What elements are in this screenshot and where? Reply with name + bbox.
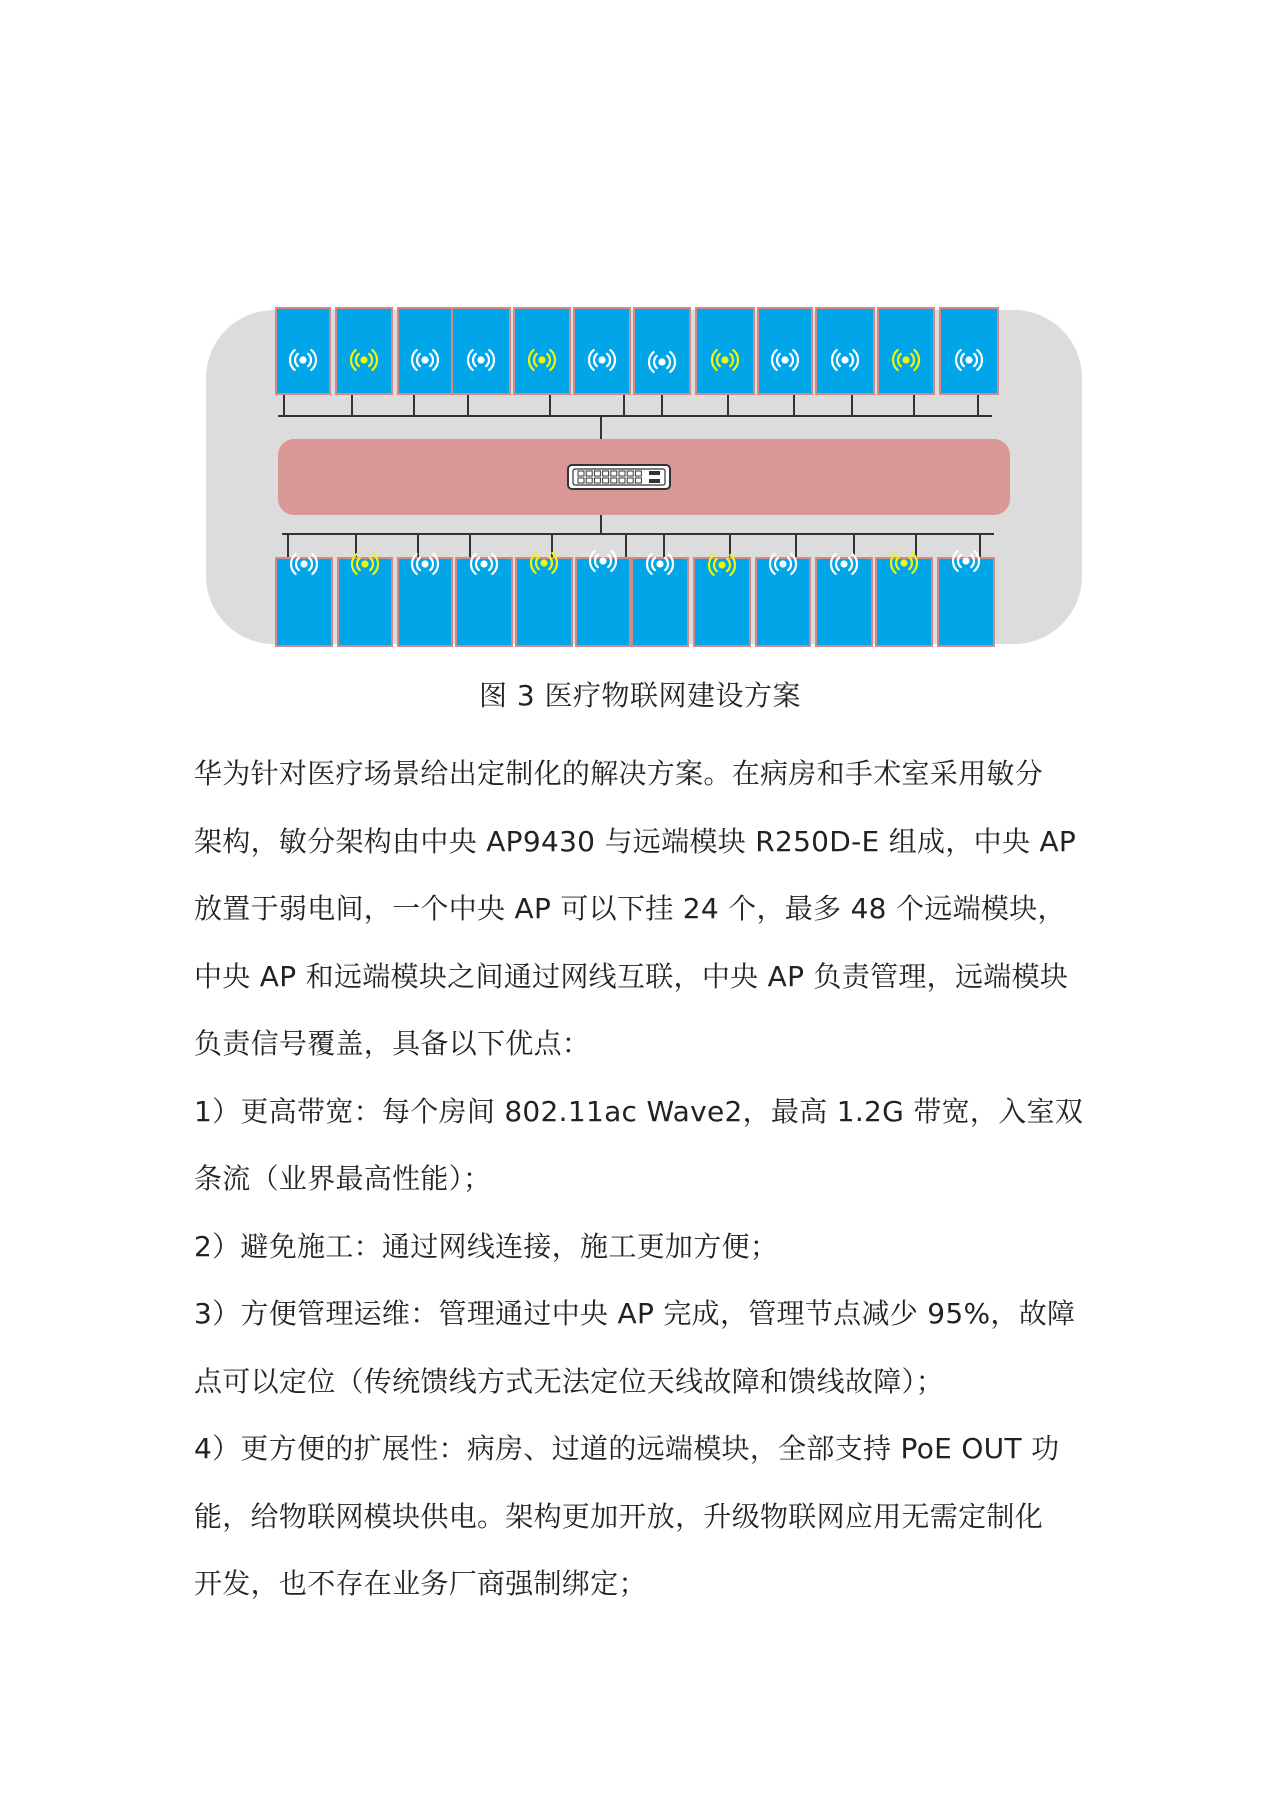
bottom-room-8 [694,555,750,646]
text-line: 2）避免施工：通过网线连接，施工更加方便； [194,1229,779,1263]
central-ap-switch-icon [568,465,670,489]
top-room-4 [452,308,510,394]
text-line: 华为针对医疗场景给出定制化的解决方案。在病房和手术室采用敏分 [194,757,1044,790]
bottom-room-6 [576,551,630,646]
text-line: 负责信号覆盖，具备以下优点： [194,1027,591,1060]
bottom-room-9 [756,554,810,646]
top-room-11 [878,308,934,394]
figure-caption: 图 3 医疗物联网建设方案 [478,679,802,712]
text-line: 3）方便管理运维：管理通过中央 AP 完成，管理节点减少 95%，故障 [194,1297,1076,1330]
text-line: 放置于弱电间，一个中央 AP 可以下挂 24 个，最多 48 个远端模块， [194,892,1066,925]
bottom-rooms-row [276,551,994,646]
paragraph-point-3 [194,1280,1094,1415]
text-line: 1）更高带宽：每个房间 802.11ac Wave2，最高 1.2G 带宽，入室双 [194,1094,1084,1128]
text-line: 4）更方便的扩展性：病房、过道的远端模块，全部支持 PoE OUT 功 [194,1432,1060,1465]
bottom-room-5 [516,553,572,646]
bottom-room-11 [876,553,932,646]
bottom-room-4 [456,554,512,646]
top-room-9 [758,308,812,394]
top-room-1 [276,308,330,394]
paragraph-intro [194,740,1094,1078]
top-room-2 [336,308,392,394]
bottom-room-10 [816,554,872,646]
text-line: 条流（业界最高性能）； [194,1162,492,1195]
top-room-12 [940,308,998,394]
text-line: 架构，敏分架构由中央 AP9430 与远端模块 R250D-E 组成，中央 AP [194,824,1077,858]
bottom-room-3 [398,554,452,646]
top-room-10 [816,308,874,394]
bottom-room-2 [338,554,392,646]
top-room-8 [696,308,754,394]
body-text [194,740,1094,1618]
bottom-room-7 [632,554,688,646]
top-room-3 [398,308,452,394]
iot-architecture-diagram [206,305,1082,649]
text-line: 能，给物联网模块供电。架构更加开放，升级物联网应用无需定制化 [194,1499,1044,1533]
bottom-room-1 [276,554,332,646]
top-room-6 [574,308,630,394]
top-room-7 [634,308,690,394]
bottom-room-12 [938,551,994,646]
text-line: 开发，也不存在业务厂商强制绑定； [194,1567,647,1600]
text-line: 点可以定位（传统馈线方式无法定位天线故障和馈线故障）； [194,1364,945,1398]
paragraph-point-1 [194,1078,1094,1213]
top-room-5 [514,308,570,394]
text-line: 中央 AP 和远端模块之间通过网线互联，中央 AP 负责管理，远端模块 [194,959,1069,993]
paragraph-point-2 [194,1213,1094,1281]
paragraph-point-4 [194,1415,1094,1618]
top-rooms-row [276,308,998,394]
